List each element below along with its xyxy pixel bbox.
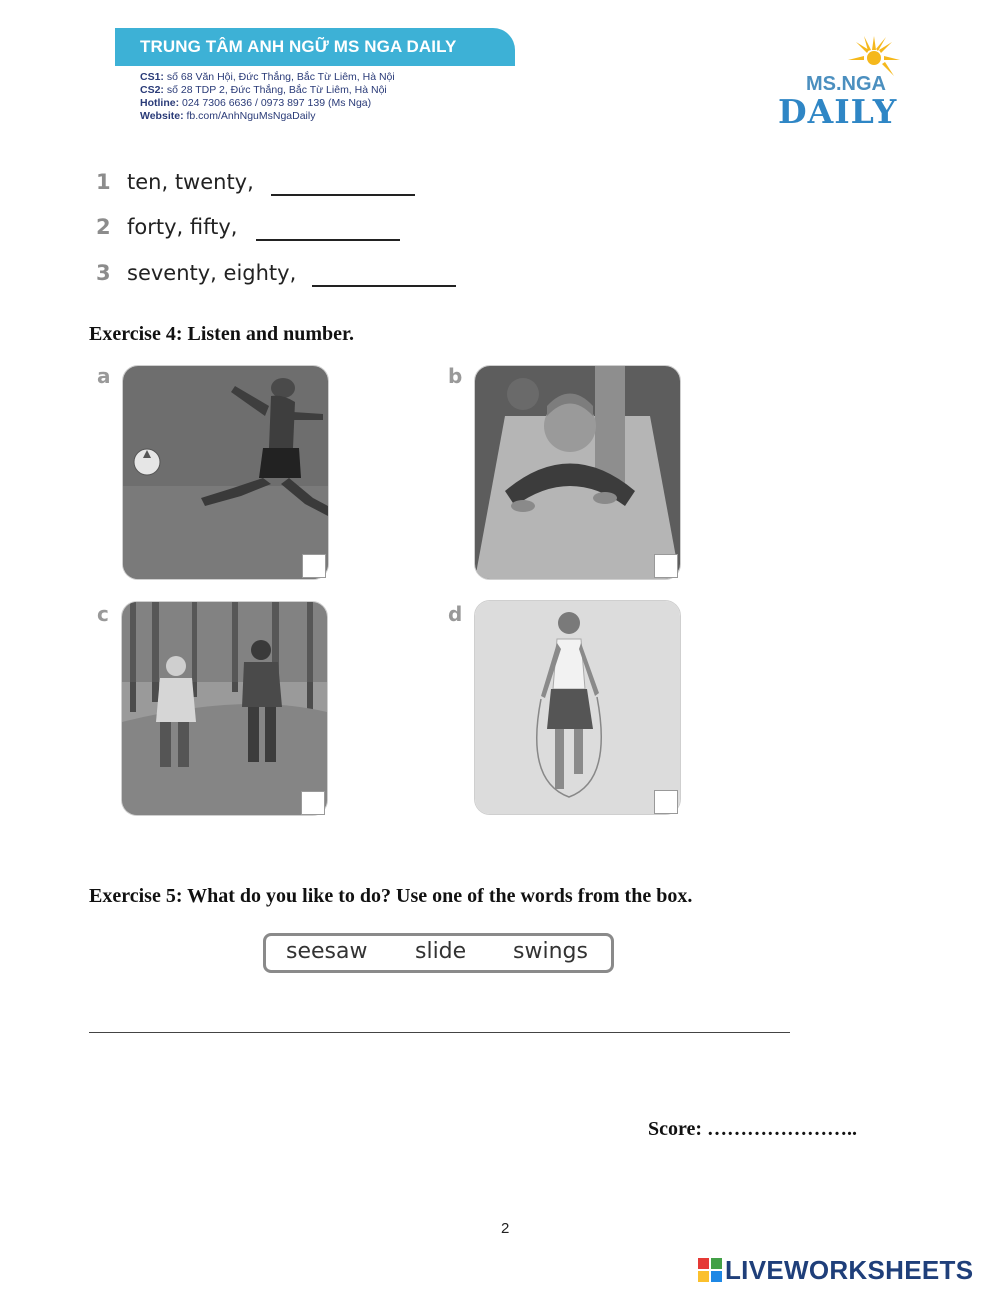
contact-website: Website: fb.com/AnhNguMsNgaDaily: [140, 110, 316, 122]
answer-blank-1[interactable]: [271, 194, 415, 196]
answer-blank-3[interactable]: [312, 285, 456, 287]
word-seesaw: seesaw: [286, 939, 368, 964]
photo-c-letter: c: [97, 602, 109, 626]
contact-hotline: Hotline: 024 7306 6636 / 0973 897 139 (Ms Nga): [140, 97, 372, 109]
number-box-b[interactable]: [654, 554, 678, 578]
answer-blank-2[interactable]: [256, 239, 400, 241]
photo-c-skating: [121, 601, 328, 816]
photo-a-letter: a: [97, 364, 111, 388]
logo-daily-text: DAILY: [778, 92, 898, 131]
number-box-c[interactable]: [301, 791, 325, 815]
logo-top-text: MS.NGA: [806, 73, 886, 95]
page-number: 2: [501, 1220, 510, 1237]
liveworksheets-logo-icon: [698, 1258, 722, 1282]
contact-cs1: CS1: số 68 Văn Hội, Đức Thắng, Bắc Từ Liêm, Hà Nội: [140, 71, 395, 83]
sequence-number-3: 3: [96, 261, 111, 285]
exercise-5-title: Exercise 5: What do you like to do? Use one of the words from the box.: [89, 885, 693, 907]
photo-d-skipping: [474, 600, 681, 815]
photo-b-letter: b: [448, 364, 463, 388]
liveworksheets-brand: LIVEWORKSHEETS: [725, 1255, 974, 1285]
sequence-number-1: 1: [96, 170, 111, 194]
number-box-a[interactable]: [302, 554, 326, 578]
sequence-text-1: ten, twenty,: [127, 170, 254, 194]
answer-line[interactable]: [89, 1032, 790, 1033]
sequence-text-3: seventy, eighty,: [127, 261, 297, 285]
sequence-text-2: forty, fifty,: [127, 215, 238, 239]
sequence-number-2: 2: [96, 215, 111, 239]
number-box-d[interactable]: [654, 790, 678, 814]
photo-a-football: [122, 365, 329, 580]
center-name: TRUNG TÂM ANH NGỮ MS NGA DAILY: [140, 37, 457, 56]
score-label: Score: …………………..: [648, 1118, 858, 1140]
photo-b-slide: [474, 365, 681, 580]
word-swings: swings: [513, 939, 588, 964]
exercise-4-title: Exercise 4: Listen and number.: [89, 323, 355, 345]
word-slide: slide: [415, 939, 467, 964]
photo-d-letter: d: [448, 602, 463, 626]
contact-cs2: CS2: số 28 TDP 2, Đức Thắng, Bắc Từ Liêm, Hà Nội: [140, 84, 387, 96]
